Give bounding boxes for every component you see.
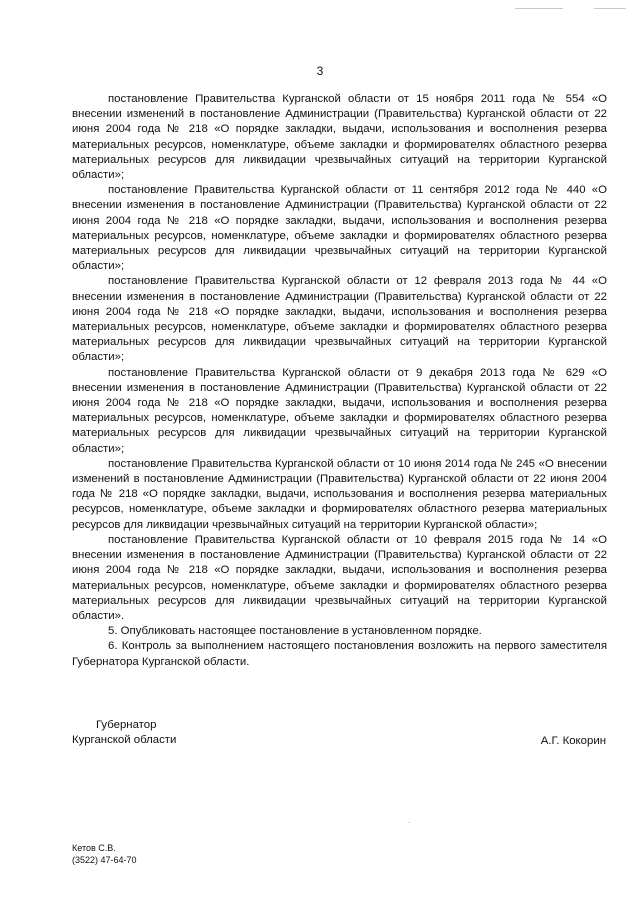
executor-info	[72, 842, 137, 866]
paragraph-repeal-245: постановление Правительства Курганской области от 10 июня 2014 года № 245 «О внесении изменений в постановление Администрации (Правительства) Курганской области от 22 июня 2004 года № 218 «О порядке закладки, выдачи, использования и восполнения резерва материальных ресурсов, номенклатуре, объеме закладки и формирователях областного резерва материальных ресурсов для ликвидации чрезвычайных ситуаций на территории Курганской области»;	[72, 457, 607, 531]
document-body	[72, 92, 607, 670]
paragraph-publish: 5. Опубликовать настоящее постановление в установленном порядке.	[108, 625, 482, 638]
scan-artifact	[408, 822, 410, 823]
signatory-region: Курганской области	[72, 734, 177, 747]
scan-artifact	[515, 8, 563, 9]
executor-phone: (3522) 47-64-70	[72, 855, 137, 865]
paragraph-repeal-440: постановление Правительства Курганской области от 11 сентября 2012 года № 440 «О внесении изменения в постановление Администрации (Правительства) Курганской области от 22 июня 2004 года № 218 «О порядке закладки, выдачи, использования и восполнения резерва материальных ресурсов, номенклатуре, объеме закладки и формирователях областного резерва материальных ресурсов для ликвидации чрезвычайных ситуаций на территории Курганской области»;	[72, 184, 607, 273]
paragraph-repeal-14: постановление Правительства Курганской области от 10 февраля 2015 года № 14 «О внесении изменения в постановление Администрации (Правительства) Курганской области от 22 июня 2004 года № 218 «О порядке закладки, выдачи, использования и восполнения резерва материальных ресурсов, номенклатуре, объеме закладки и формирователях областного резерва материальных ресурсов для ликвидации чрезвычайных ситуаций на территории Курганской области».	[72, 533, 607, 622]
paragraph-repeal-44: постановление Правительства Курганской области от 12 февраля 2013 года № 44 «О внесении изменения в постановление Администрации (Правительства) Курганской области от 22 июня 2004 года № 218 «О порядке закладки, выдачи, использования и восполнения резерва материальных ресурсов, номенклатуре, объеме закладки и формирователях областного резерва материальных ресурсов для ликвидации чрезвычайных ситуаций на территории Курганской области»;	[72, 275, 607, 364]
executor-name: Кетов С.В.	[72, 843, 116, 853]
paragraph-repeal-554: постановление Правительства Курганской области от 15 ноября 2011 года № 554 «О внесении изменений в постановление Администрации (Правительства) Курганской области от 22 июня 2004 года № 218 «О порядке закладки, выдачи, использования и восполнения резерва материальных ресурсов, номенклатуре, объеме закладки и формирователях областного резерва материальных ресурсов для ликвидации чрезвычайных ситуаций на территории Курганской области»;	[72, 93, 607, 182]
signatory-name: А.Г. Кокорин	[540, 735, 606, 747]
paragraph-control: 6. Контроль за выполнением настоящего постановления возложить на первого заместителя Губернатора Курганской области.	[72, 640, 607, 668]
scan-artifact	[594, 8, 626, 9]
signatory-title	[72, 718, 272, 748]
paragraph-repeal-629: постановление Правительства Курганской области от 9 декабря 2013 года № 629 «О внесении изменения в постановление Администрации (Правительства) Курганской области от 22 июня 2004 года № 218 «О порядке закладки, выдачи, использования и восполнения резерва материальных ресурсов, номенклатуре, объеме закладки и формирователях областного резерва материальных ресурсов для ликвидации чрезвычайных ситуаций на территории Курганской области»;	[72, 366, 607, 455]
page-number: 3	[316, 64, 324, 78]
signatory-position: Губернатор	[96, 719, 157, 731]
